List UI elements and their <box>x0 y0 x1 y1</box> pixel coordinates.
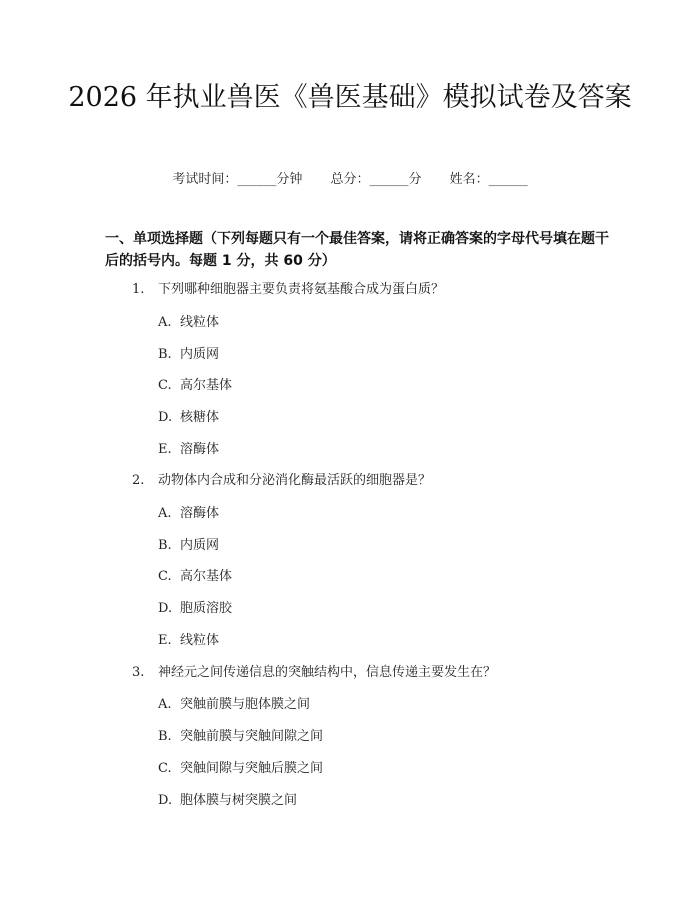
option-2a <box>158 505 219 523</box>
exam-time-field: 考试时间：______分钟 <box>172 172 303 187</box>
option-1d <box>158 409 219 427</box>
option-letter: B. <box>158 347 172 362</box>
option-text: 突触前膜与突触间隙之间 <box>180 729 324 744</box>
question-number: 2. <box>132 473 145 488</box>
question-2 <box>132 472 431 490</box>
option-text: 内质网 <box>180 347 220 362</box>
option-3c <box>158 760 323 778</box>
option-2e <box>158 632 219 650</box>
question-number: 1. <box>132 282 145 297</box>
option-letter: B. <box>158 538 172 553</box>
option-text: 线粒体 <box>180 633 220 648</box>
question-text: 神经元之间传递信息的突触结构中，信息传递主要发生在？ <box>158 665 497 680</box>
question-1 <box>132 281 444 299</box>
option-letter: E. <box>158 442 172 457</box>
option-letter: A. <box>158 315 172 330</box>
option-letter: B. <box>158 729 172 744</box>
option-1c <box>158 377 232 395</box>
option-letter: D. <box>158 410 173 425</box>
option-text: 突触间隙与突触后膜之间 <box>180 761 324 776</box>
option-text: 溶酶体 <box>180 442 220 457</box>
name-field: 姓名：______ <box>449 172 528 187</box>
option-letter: A. <box>158 697 172 712</box>
option-text: 胞体膜与树突膜之间 <box>180 793 298 808</box>
option-letter: C. <box>158 569 172 584</box>
option-letter: C. <box>158 378 172 393</box>
option-1a <box>158 314 219 332</box>
question-3 <box>132 664 496 682</box>
option-3a <box>158 696 310 714</box>
option-text: 胞质溶胶 <box>180 601 233 616</box>
question-text: 下列哪种细胞器主要负责将氨基酸合成为蛋白质？ <box>158 282 445 297</box>
option-text: 高尔基体 <box>180 569 233 584</box>
question-text: 动物体内合成和分泌消化酶最活跃的细胞器是？ <box>158 473 432 488</box>
section-heading: 一、单项选择题（下列每题只有一个最佳答案，请将正确答案的字母代号填在题干后的括号内。每题 1 分，共 60 分） <box>105 231 609 269</box>
option-text: 突触前膜与胞体膜之间 <box>180 697 311 712</box>
option-2b <box>158 537 219 555</box>
total-score-field: 总分：______分 <box>330 172 422 187</box>
option-letter: D. <box>158 793 173 808</box>
option-text: 溶酶体 <box>180 506 220 521</box>
exam-meta <box>0 168 700 187</box>
option-letter: C. <box>158 761 172 776</box>
option-text: 高尔基体 <box>180 378 233 393</box>
option-3b <box>158 728 323 746</box>
option-2d <box>158 600 232 618</box>
question-number: 3. <box>132 665 145 680</box>
option-letter: A. <box>158 506 172 521</box>
option-2c <box>158 568 232 586</box>
option-letter: E. <box>158 633 172 648</box>
option-text: 核糖体 <box>180 410 220 425</box>
option-3d <box>158 792 297 810</box>
page-title: 2026 年执业兽医《兽医基础》模拟试卷及答案 <box>68 82 632 113</box>
option-1e <box>158 441 219 459</box>
option-letter: D. <box>158 601 173 616</box>
option-text: 线粒体 <box>180 315 220 330</box>
option-text: 内质网 <box>180 538 220 553</box>
option-1b <box>158 346 219 364</box>
